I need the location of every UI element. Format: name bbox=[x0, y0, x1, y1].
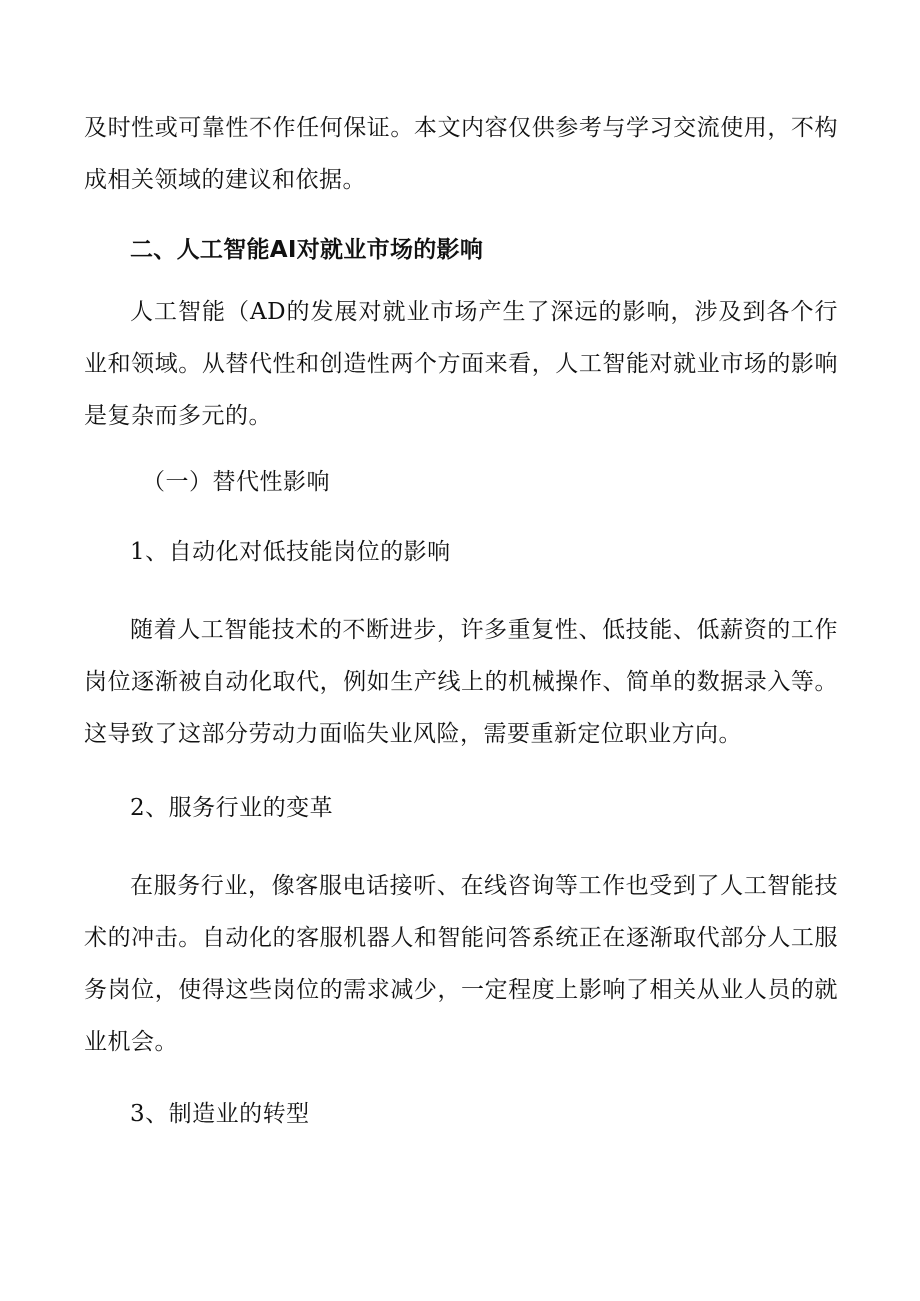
item2-paragraph: 在服务行业，像客服电话接听、在线咨询等工作也受到了人工智能技术的冲击。自动化的客服机器人和智能问答系统正在逐渐取代部分人工服务岗位，使得这些岗位的需求减少，一定程度上影响了相关从业人员的就业机会。 bbox=[84, 873, 838, 1055]
subsection-heading: （一）替代性影响 bbox=[142, 469, 330, 495]
item2-heading: 2、服务行业的变革 bbox=[130, 795, 334, 821]
item1-paragraph: 随着人工智能技术的不断进步，许多重复性、低技能、低薪资的工作岗位逐渐被自动化取代，例如生产线上的机械操作、简单的数据录入等。这导致了这部分劳动力面临失业风险，需要重新定位职业方向。 bbox=[84, 617, 838, 747]
item1-heading: 1、自动化对低技能岗位的影响 bbox=[130, 539, 451, 565]
continuation-paragraph: 及时性或可靠性不作任何保证。本文内容仅供参考与学习交流使用，不构成相关领域的建议和依据。 bbox=[84, 115, 838, 193]
intro-paragraph: 人工智能（AD的发展对就业市场产生了深远的影响，涉及到各个行业和领域。从替代性和创造性两个方面来看，人工智能对就业市场的影响是复杂而多元的。 bbox=[84, 299, 838, 429]
section-heading: 二、人工智能AI对就业市场的影响 bbox=[130, 237, 484, 263]
item3-heading: 3、制造业的转型 bbox=[130, 1101, 310, 1127]
